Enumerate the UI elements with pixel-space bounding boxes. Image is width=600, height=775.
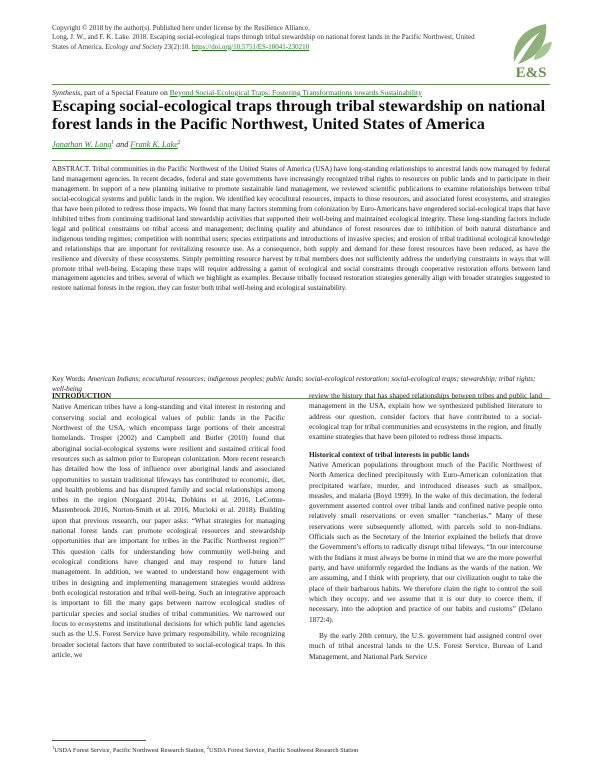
author-link[interactable]: Frank K. Lake [130,140,178,149]
abstract: ABSTRACT. Tribal communities in the Pacific Northwest of the United States of America (USA) have long-standing relationships to ancestral lands now managed by federal land management agencies. In recent decades, federal and state governments have increasingly recognized tribal rights to resources on public lands and to participate in their management. In support of a new planning initiative to promote sustainable land management, we reviewed scientific publications to examine relationships between tribal social-ecological systems and public lands in the region. We identified key ecocultural resources, impacts to those resources, and associated forest ecosystems, and strategies that have been piloted to redress those impacts. We found that many factors stemming from colonization by Euro-Americans have engendered social-ecological traps that have inhibited tribes from continuing traditional land stewardship activities that supported their well-being and maintained ecological integrity. These long-standing factors include legal and political constraints on tribal access and management; declining quality and abundance of forest resources due to inhibition of both natural disturbance and indigenous tending regimes; competition with nontribal users; species extirpations and introductions of invasive species; and erosion of tribal traditional ecological knowledge and relationships that are important for revitalizing resource use. As a consequence, both supply and demand for these forest resources have been reduced, as have the resilience and diversity of these ecosystems. Simply permitting resource harvest by tribal members does not sufficiently address the underlying constraints in ways that will promote tribal well-being. Escaping these traps will require addressing a gamut of ecological and social constraints through cooperative restoration efforts between land management agencies and tribes, several of which we highlight as examples. Because tribally focused restoration strategies generally align with broader strategies suggested to restore national forests in the region, they can foster both tribal well-being and ecological sustainability. [52,165,550,293]
author-link[interactable]: Jonathan W. Long [52,140,112,149]
author-list [52,140,180,149]
footnote-marker: 1 [52,745,55,750]
series-part-of: , part of a Special Feature on [80,88,170,97]
abstract-rule [52,160,550,161]
affiliation-footnote [52,744,550,755]
footnote-marker: 2 [206,745,209,750]
series-label: Synthesis [52,88,81,97]
article-title: Escaping social-ecological traps through tribal stewardship on national forest lands in the Pacific Northwest, United States of America [52,96,546,133]
journal-logo [508,22,554,80]
intro-paragraph-continued: review the history that has shaped relationships between tribes and public land management in the USA, explain how we synthesized published literature to address our question, consider factors that have contributed to a social-ecological trap for tribal communities and ecosystems in the region, and finally examine strategies that have been piloted to redress those impacts. [309,391,542,442]
column-left [52,391,285,660]
copyright-line: Copyright © 2018 by the author(s). Published here under license by the Resilience Alliance. [52,24,310,32]
citation-text: Long, J. W., and F. K. Lake. 2018. Escaping social-ecological traps through tribal stewardship on national forest lands in the Pacific Northwest, United States of America. [52,33,475,51]
journal-name: Ecology and Society [105,42,163,51]
journal-volume: 23(2):10. [162,42,192,51]
section-heading-introduction: INTRODUCTION [52,391,112,400]
logo-text: E&S [515,65,547,80]
affiliation-2: USDA Forest Service, Pacific Southwest Research Station [208,747,359,755]
keywords-list: American Indians; ecocultural resources; indigenous peoples; public lands; social-ecological restoration; social-ecological traps; stewardship; tribal rights; well-being [52,375,536,393]
special-feature-link[interactable]: Beyond Social-Ecological Traps: Fostering Transformations towards Sustainability [169,88,422,97]
subsection-heading-history: Historical context of tribal interests in public lands [309,449,470,459]
column-right [309,391,542,662]
history-paragraph: By the early 20th century, the U.S. government had assigned control over much of tribal ancestral lands to the U.S. Forest Service, Bureau of Land Management, and National Park Service [309,630,542,661]
affiliation-marker: 1 [111,140,115,146]
header-rule [52,84,550,85]
affiliation-marker: 2 [177,140,181,146]
doi-link[interactable]: https://doi.org/10.5751/ES-10041-230210 [191,42,310,51]
history-paragraph: Native American populations throughout much of the Pacific Northwest of North America declined precipitously with Euro-American colonization that precipitated warfare, murder, and introduced diseases such as smallpox, measles, and malaria (Boyd 1999). In the wake of this decimation, the federal government asserted control over tribal lands and confined native people onto relatively small reservations or even smaller “rancherias.” Many of these reservations were subsequently allotted, with parcels sold to non-Indians. Officials such as the Secretary of the Interior explained the beliefs that drove the Government’s efforts to radically disrupt tribal lifeways, “In our intercourse with the Indians it must always be borne in mind that we are the more powerful party, and have uniformly regarded the Indians as the wards of the nation. We are assuming, and I think with propriety, that our civilization ought to take the place of their barbarous habits. We therefore claim the right to control the soil which they occupy, and we assume that it is our duty to coerce them, if necessary, into the adoption and practice of our habits and customs” (Delano 1872:4). [309,459,542,624]
intro-paragraph: Native American tribes have a long-standing and vital interest in restoring and conserving social and ecological values of public lands in the Pacific Northwest of the USA, which encompass large portions of their ancestral homelands. Trosper (2002) and Campbell and Butler (2010) found that aboriginal social-ecological systems were resilient and sustained critical food resources such as salmon prior to European colonization. More recent research has detailed how the loss of influence over aboriginal lands and associated opportunities to sustain traditional lifeways has contributed to economic, diet, and health problems and has disrupted family and social relationships among tribes in the region (Norgaard 2014a, Dobkins et al. 2016, LeComte-Mastenbrook 2016, Norton-Smith et al. 2016, Mucioki et al. 2018). Building upon that previous research, our paper asks: “What strategies for managing national forest lands can promote ecological resources and stewardship opportunities that are important for tribes in the Pacific Northwest region?” This question calls for understanding how community well-being and ecological conditions have changed and may respond to future land management. In addition, we wanted to understand how engagement with tribes in designing and implementing management strategies would address both ecological restoration and tribal well-being. Such an integrative approach is important to fill the many gaps between narrow ecological studies of particular species and social studies of tribal communities. We narrowed our focus to ecosystems and institutional decisions for which public land agencies such as the U.S. Forest Service have primary responsibility, while recognizing broader societal factors that have contributed to social-ecological traps. In this article, we [52,402,285,659]
footnote-rule [52,740,146,741]
citation-line [52,33,492,52]
copyright-block [52,24,492,52]
author-separator: and [114,140,131,149]
leaf-icon [514,24,547,64]
affiliation-1: USDA Forest Service, Pacific Northwest Research Station, [54,747,207,755]
keywords-label: Key Words: [52,375,88,383]
